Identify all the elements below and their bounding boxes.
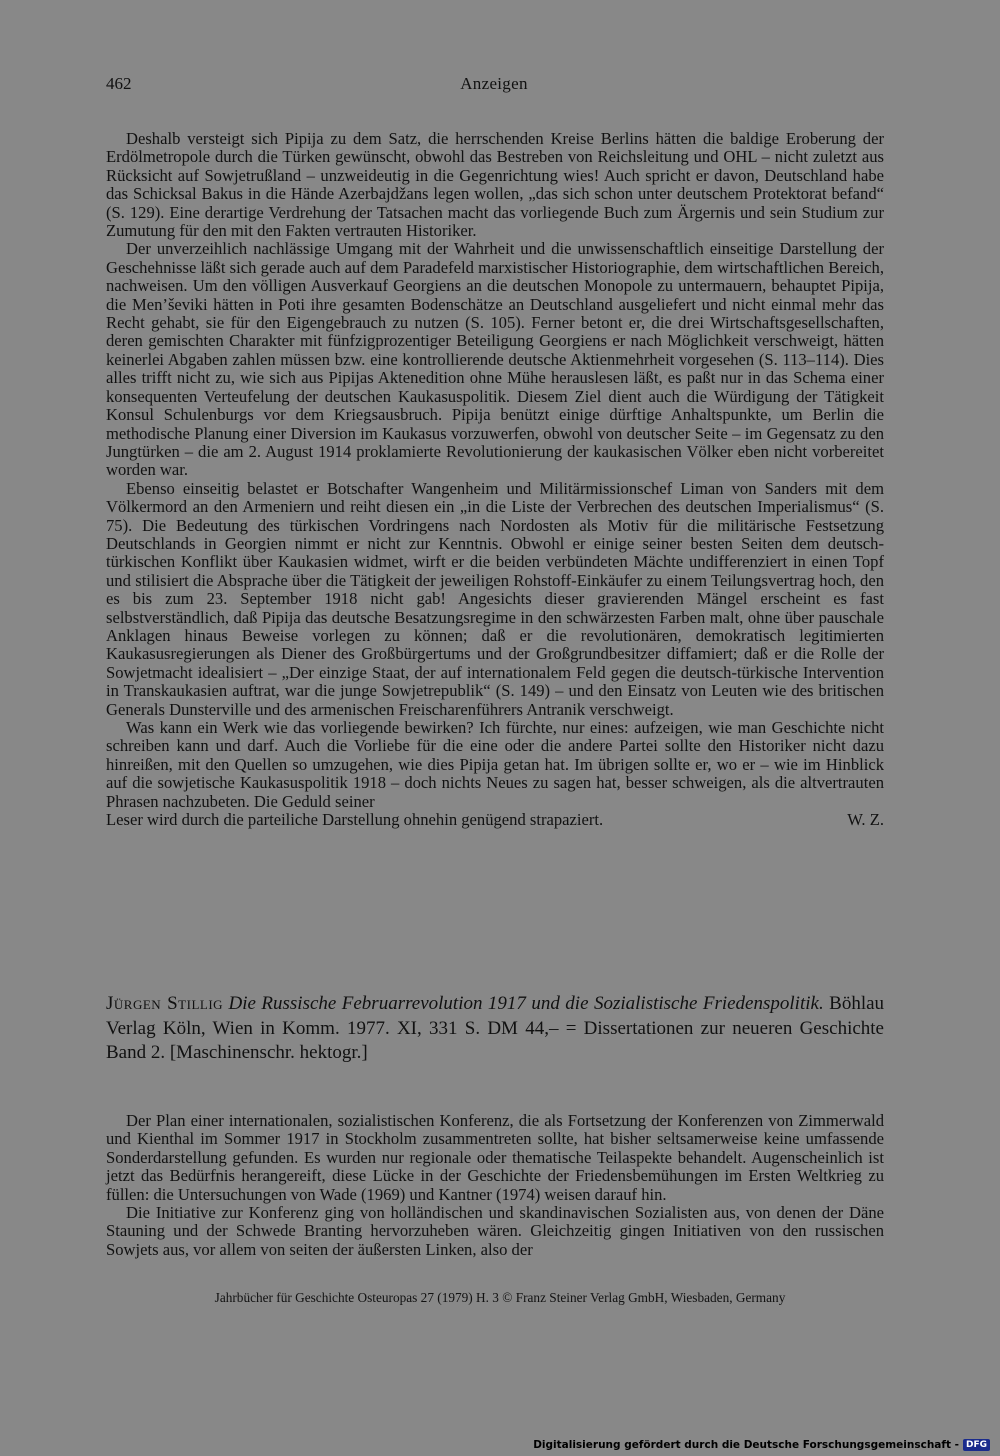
page-number: 462 (106, 74, 132, 93)
paragraph: Was kann ein Werk wie das vorliegende bewirken? Ich fürchte, nur eines: aufzeigen, wie man Geschichte nicht schreiben kann und darf. Auch die Vorliebe für die eine oder die andere Partei sollte den Historiker nicht dazu hinreißen, mit den Quellen so umzugehen, wie dies Pipija getan hat. Im übrigen sollte er, wo er – wie im Hinblick auf die sowjetische Kaukasuspolitik 1918 – doch nichts Neues zu sagen hat, besser schweigen, als die altvertrauten Phrasen nachzubeten. Die Geduld seiner (106, 718, 884, 811)
paragraph: Die Initiative zur Konferenz ging von holländischen und skandinavischen Sozialisten aus, von denen der Däne Stauning und der Schwede Branting hervorzuheben wären. Gleichzeitig gingen Initiativen von den russischen Sowjets aus, vor allem von seiten der äußersten Linken, also der (106, 1203, 884, 1259)
bibliographic-entry (106, 992, 884, 1066)
book-author: Jürgen Stillig (106, 993, 224, 1014)
review-stillig (106, 1112, 884, 1259)
review-pipija (106, 130, 884, 829)
journal-citation: Jahrbücher für Geschichte Osteuropas 27 (1979) H. 3 © Franz Steiner Verlag GmbH, Wiesbaden, Germany (214, 1290, 786, 1305)
running-title: Anzeigen (460, 74, 528, 93)
credit-text: Digitalisierung gefördert durch die Deutsche Forschungsgemeinschaft - (533, 1439, 959, 1451)
dfg-logo: DFG (963, 1439, 990, 1451)
book-details: Böhlau Verlag Köln, Wien in Komm. 1977. XI, 331 S. DM 44,– = Dissertationen zur neueren Geschichte Band 2. [Maschinenschr. hektogr.] (106, 993, 885, 1063)
page-header (106, 74, 882, 94)
paragraph: Ebenso einseitig belastet er Botschafter Wangenheim und Militärmissionschef Liman von Sanders mit dem Völkermord an den Armeniern und reiht diesen ein „in die Liste der Verbrechen des deutschen Imperialismus“ (S. 75). Die Bedeutung des türkischen Vordringens nach Nordosten als Motiv für die militärische Festsetzung Deutschlands in Georgien nimmt er nicht zur Kenntnis. Obwohl er einige seiner besten Seiten dem deutsch-türkischen Konflikt über Kaukasien widmet, wirft er die beiden verbündeten Mächte undifferenziert in einen Topf und stilisiert die Absprache über die Tätigkeit der jeweiligen Rohstoff-Einkäufer zu einem Teilungsvertrag hoch, den es bis zum 23. September 1918 nicht gab! Angesichts dieser gravierenden Mängel erscheint es fast selbstverständlich, daß Pipija das deutsche Besatzungsregime in den schwärzesten Farben malt, ohne über pauschale Anklagen hinaus Beweise vorlegen zu können; daß er die revolutionären, demokratisch legitimierten Kaukasusregierungen als Diener des Großbürgertums und der Großgrundbesitzer diffamiert; daß er die Rolle der Sowjetmacht idealisiert – „Der einzige Staat, der auf internationalem Feld gegen die deutsch-türkische Intervention in Transkaukasien auftrat, war die junge Sowjetrepublik“ (S. 149) – und den Einsatz von Leuten wie des britischen Generals Dunsterville und des armenischen Freischarenführers Antranik verschweigt. (106, 478, 884, 719)
closing-line (106, 811, 884, 829)
paragraph: Der unverzeihlich nachlässige Umgang mit der Wahrheit und die unwissenschaftlich einseitige Darstellung der Geschehnisse läßt sich gerade auch auf dem Paradefeld marxistischer Historiographie, dem wirtschaftlichen Bereich, nachweisen. Um den völligen Ausverkauf Georgiens an die deutschen Monopole zu untermauern, behauptet Pipija, die Men’ševiki hätten in Poti ihre gesamten Bodenschätze an Deutschland ausgeliefert und nicht einmal mehr das Recht gehabt, sie für den Eigengebrauch zu nutzen (S. 105). Ferner betont er, die drei Wirtschaftsgesellschaften, deren gemischten Charakter mit fünfzigprozentiger Beteiligung Georgiens er nach Möglichkeit verschweigt, hätten keinerlei Abgaben zahlen müssen bzw. eine kontrollierende deutsche Aktienmehrheit vorgesehen (S. 113–114). Dies alles trifft nicht zu, wie sich aus Pipijas Aktenedition ohne Mühe herauslesen läßt, es paßt nur in das Schema einer konsequenten Verteufelung der deutschen Kaukasuspolitik. Diesem Ziel dient auch die Würdigung der Tätigkeit Konsul Schulenburgs vor dem Kriegsausbruch. Pipija benützt einige dürftige Anhaltspunkte, um Berlin die methodische Planung einer Diversion im Kaukasus vorzuwerfen, obwohl von deutscher Seite – im Gegensatz zu den Jungtürken – die am 2. August 1914 proklamierte Revolutionierung der kaukasischen Völker eben nicht vorbereitet worden war. (106, 239, 884, 480)
digitization-credit (533, 1439, 990, 1451)
paragraph: Deshalb versteigt sich Pipija zu dem Satz, die herrschenden Kreise Berlins hätten die baldige Eroberung der Erdölmetropole durch die Türken gewünscht, obwohl das Bestreben von Reichsleitung und OHL – nicht zuletzt aus Rücksicht auf Sowjetrußland – unzweideutig in die Gegenrichtung wies! Auch spricht er davon, Deutschland habe das Schicksal Bakus in die Hände Azerbajdžans legen wollen, „das sich schon unter deutschem Protektorat befand“ (S. 129). Eine derartige Verdrehung der Tatsachen macht das vorliegende Buch zum Ärgernis und sein Studium zur Zumutung für den mit den Fakten vertrauten Historiker. (106, 129, 884, 241)
reviewer-signature: W. Z. (847, 810, 884, 830)
book-title: Die Russische Februarrevolution 1917 und die Sozialistische Friedenspolitik. (228, 993, 824, 1014)
closing-text: Leser wird durch die parteiliche Darstellung ohnehin genügend strapaziert. (106, 810, 604, 830)
paragraph: Der Plan einer internationalen, sozialistischen Konferenz, die als Fortsetzung der Konferenzen von Zimmerwald und Kienthal im Sommer 1917 in Stockholm zusammentreten sollte, hat bisher seltsamerweise keine umfassende Sonderdarstellung gefunden. Es wurden nur regionale oder thematische Teilaspekte behandelt. Augenscheinlich ist jetzt das Bedürfnis herangereift, diese Lücke in der Geschichte der Friedensbemühungen im Ersten Weltkrieg zu füllen: die Untersuchungen von Wade (1969) und Kantner (1974) weisen darauf hin. (106, 1111, 884, 1204)
